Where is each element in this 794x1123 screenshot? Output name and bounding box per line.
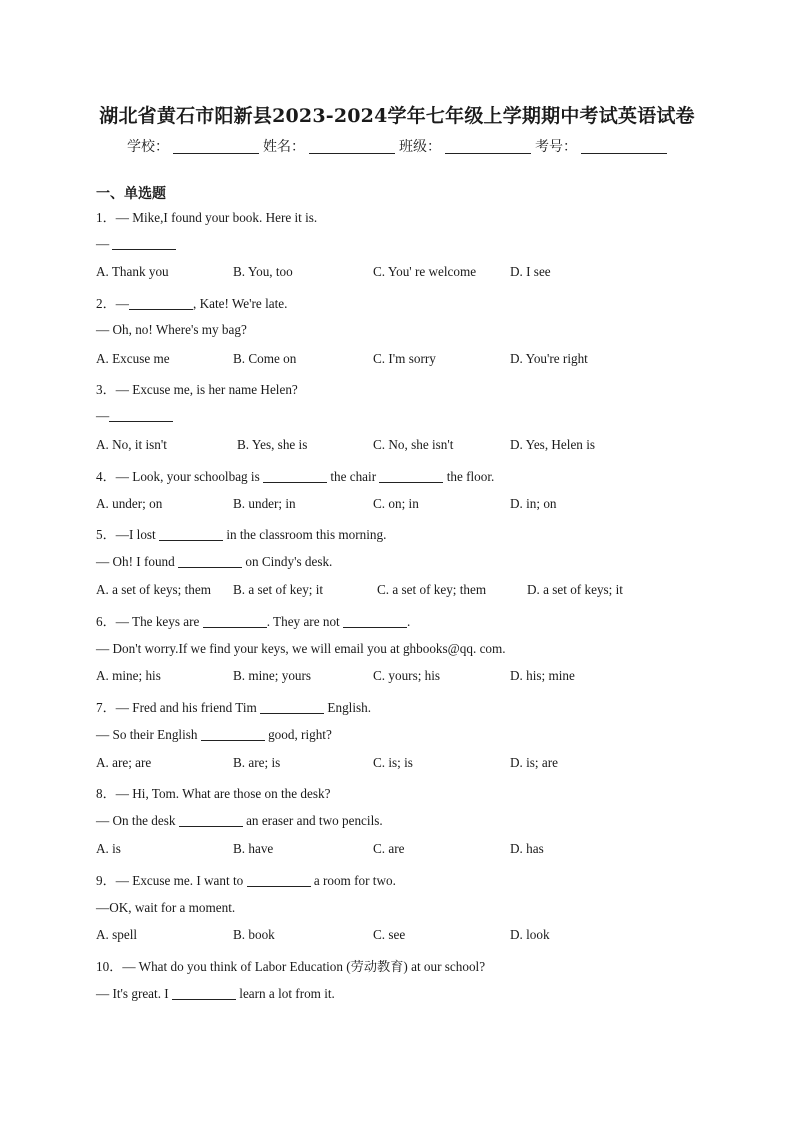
option-d[interactable]: D. look xyxy=(510,927,550,942)
question-5-prompt xyxy=(96,524,386,543)
option-a[interactable]: A. under; on xyxy=(96,496,163,511)
option-a[interactable]: A. a set of keys; them xyxy=(96,582,211,597)
answer-blank-2[interactable] xyxy=(343,615,407,628)
option-c[interactable]: C. You' re welcome xyxy=(373,264,477,279)
answer-blank[interactable] xyxy=(179,814,243,827)
prompt-end: the floor. xyxy=(443,469,495,484)
question-8-options xyxy=(96,841,716,859)
option-d[interactable]: D. has xyxy=(510,841,544,856)
option-c[interactable]: C. is; is xyxy=(373,755,413,770)
prompt-end: . xyxy=(407,614,411,629)
prompt-start: 9．— Excuse me. I want to xyxy=(96,873,247,888)
option-a[interactable]: A. is xyxy=(96,841,121,856)
question-3-options xyxy=(96,437,716,455)
prompt-end: a room for two. xyxy=(310,873,396,888)
prompt-start: 7．— Fred and his friend Tim xyxy=(96,700,261,715)
prompt-start: 5．—I lost xyxy=(96,527,160,542)
prompt-end: English. xyxy=(324,700,372,715)
class-label: 班级： xyxy=(399,139,441,155)
question-5-options xyxy=(96,582,716,600)
option-a[interactable]: A. Thank you xyxy=(96,264,169,279)
option-a[interactable]: A. are; are xyxy=(96,755,152,770)
question-8-response xyxy=(96,813,383,829)
answer-blank-2[interactable] xyxy=(201,728,265,741)
answer-blank[interactable] xyxy=(112,237,176,250)
question-1-prompt: 1．— Mike,I found your book. Here it is. xyxy=(96,210,318,225)
prompt-end: in the classroom this morning. xyxy=(223,527,387,542)
option-b[interactable]: B. have xyxy=(233,841,274,856)
question-2-response: — Oh, no! Where's my bag? xyxy=(96,322,247,337)
option-c[interactable]: C. yours; his xyxy=(373,668,441,683)
question-6-options xyxy=(96,668,716,686)
response-end: an eraser and two pencils. xyxy=(242,813,383,828)
option-a[interactable]: A. mine; his xyxy=(96,668,161,683)
response-end: on Cindy's desk. xyxy=(242,554,333,569)
prompt-middle: . They are not xyxy=(266,614,343,629)
option-d[interactable]: D. is; are xyxy=(510,755,558,770)
response-end: learn a lot from it. xyxy=(235,986,335,1001)
response-start: — It's great. I xyxy=(96,986,172,1001)
question-4-prompt xyxy=(96,466,494,485)
option-b[interactable]: B. are; is xyxy=(233,755,281,770)
option-d[interactable]: D. You're right xyxy=(510,351,588,366)
answer-blank-1[interactable] xyxy=(260,701,324,714)
answer-blank-2[interactable] xyxy=(178,555,242,568)
question-6-prompt xyxy=(96,611,410,630)
name-label: 姓名： xyxy=(263,139,305,155)
option-c[interactable]: C. are xyxy=(373,841,405,856)
option-d[interactable]: D. I see xyxy=(510,264,551,279)
option-b[interactable]: B. under; in xyxy=(233,496,296,511)
question-7-response xyxy=(96,727,332,743)
answer-blank-1[interactable] xyxy=(203,615,267,628)
name-blank[interactable] xyxy=(309,139,395,154)
answer-blank[interactable] xyxy=(172,987,236,1000)
option-a[interactable]: A. No, it isn't xyxy=(96,437,167,452)
response-start: — On the desk xyxy=(96,813,179,828)
prompt-start: 6．— The keys are xyxy=(96,614,203,629)
student-info-row xyxy=(0,136,794,156)
option-a[interactable]: A. Excuse me xyxy=(96,351,170,366)
question-3-response xyxy=(96,408,173,424)
school-label: 学校： xyxy=(127,139,169,155)
question-5-response xyxy=(96,554,332,570)
question-10-response xyxy=(96,986,335,1002)
question-4-options xyxy=(96,496,716,514)
question-10-prompt: 10．— What do you think of Labor Education (劳动教育) at our school? xyxy=(96,959,486,974)
prompt-end: , Kate! We're late. xyxy=(192,296,288,311)
option-b[interactable]: B. a set of key; it xyxy=(233,582,324,597)
question-2-options xyxy=(96,351,716,369)
response-dash: — xyxy=(96,236,113,251)
prompt-middle: the chair xyxy=(327,469,380,484)
response-start: — Oh! I found xyxy=(96,554,179,569)
question-7-prompt xyxy=(96,697,371,716)
class-blank[interactable] xyxy=(445,139,531,154)
question-9-options xyxy=(96,927,716,945)
prompt-start: 4．— Look, your schoolbag is xyxy=(96,469,264,484)
answer-blank[interactable] xyxy=(129,297,193,310)
number-label: 考号： xyxy=(535,139,577,155)
question-6-response: — Don't worry.If we find your keys, we will email you at ghbooks@qq. com. xyxy=(96,641,506,656)
option-d[interactable]: D. a set of keys; it xyxy=(527,582,623,597)
option-d[interactable]: D. in; on xyxy=(510,496,557,511)
response-start: — So their English xyxy=(96,727,201,742)
question-1-options xyxy=(96,264,716,282)
question-8-prompt: 8．— Hi, Tom. What are those on the desk? xyxy=(96,786,331,801)
option-c[interactable]: C. on; in xyxy=(373,496,419,511)
answer-blank[interactable] xyxy=(109,409,173,422)
question-7-options xyxy=(96,755,716,773)
number-blank[interactable] xyxy=(581,139,667,154)
option-a[interactable]: A. spell xyxy=(96,927,138,942)
option-c[interactable]: C. I'm sorry xyxy=(373,351,436,366)
option-b[interactable]: B. book xyxy=(233,927,275,942)
answer-blank-1[interactable] xyxy=(159,528,223,541)
school-blank[interactable] xyxy=(173,139,259,154)
option-d[interactable]: D. Yes, Helen is xyxy=(510,437,595,452)
answer-blank[interactable] xyxy=(247,874,311,887)
question-9-response: —OK, wait for a moment. xyxy=(96,900,236,915)
exam-title: 湖北省黄石市阳新县2023-2024学年七年级上学期期中考试英语试卷 xyxy=(99,105,695,127)
question-1-response xyxy=(96,236,176,252)
answer-blank-1[interactable] xyxy=(263,470,327,483)
option-d[interactable]: D. his; mine xyxy=(510,668,575,683)
section-heading: 一、单选题 xyxy=(96,186,166,202)
response-end: good, right? xyxy=(264,727,332,742)
question-9-prompt xyxy=(96,870,396,889)
question-2-prompt xyxy=(96,293,287,312)
question-3-prompt: 3．— Excuse me, is her name Helen? xyxy=(96,382,298,397)
option-c[interactable]: C. No, she isn't xyxy=(373,437,454,452)
option-c[interactable]: C. see xyxy=(373,927,406,942)
response-dash: — xyxy=(96,408,110,423)
answer-blank-2[interactable] xyxy=(379,470,443,483)
option-c[interactable]: C. a set of key; them xyxy=(377,582,487,597)
prompt-start: 2．— xyxy=(96,296,129,311)
option-b[interactable]: B. mine; yours xyxy=(233,668,312,683)
option-b[interactable]: B. Come on xyxy=(233,351,297,366)
option-b[interactable]: B. Yes, she is xyxy=(237,437,308,452)
option-b[interactable]: B. You, too xyxy=(233,264,293,279)
